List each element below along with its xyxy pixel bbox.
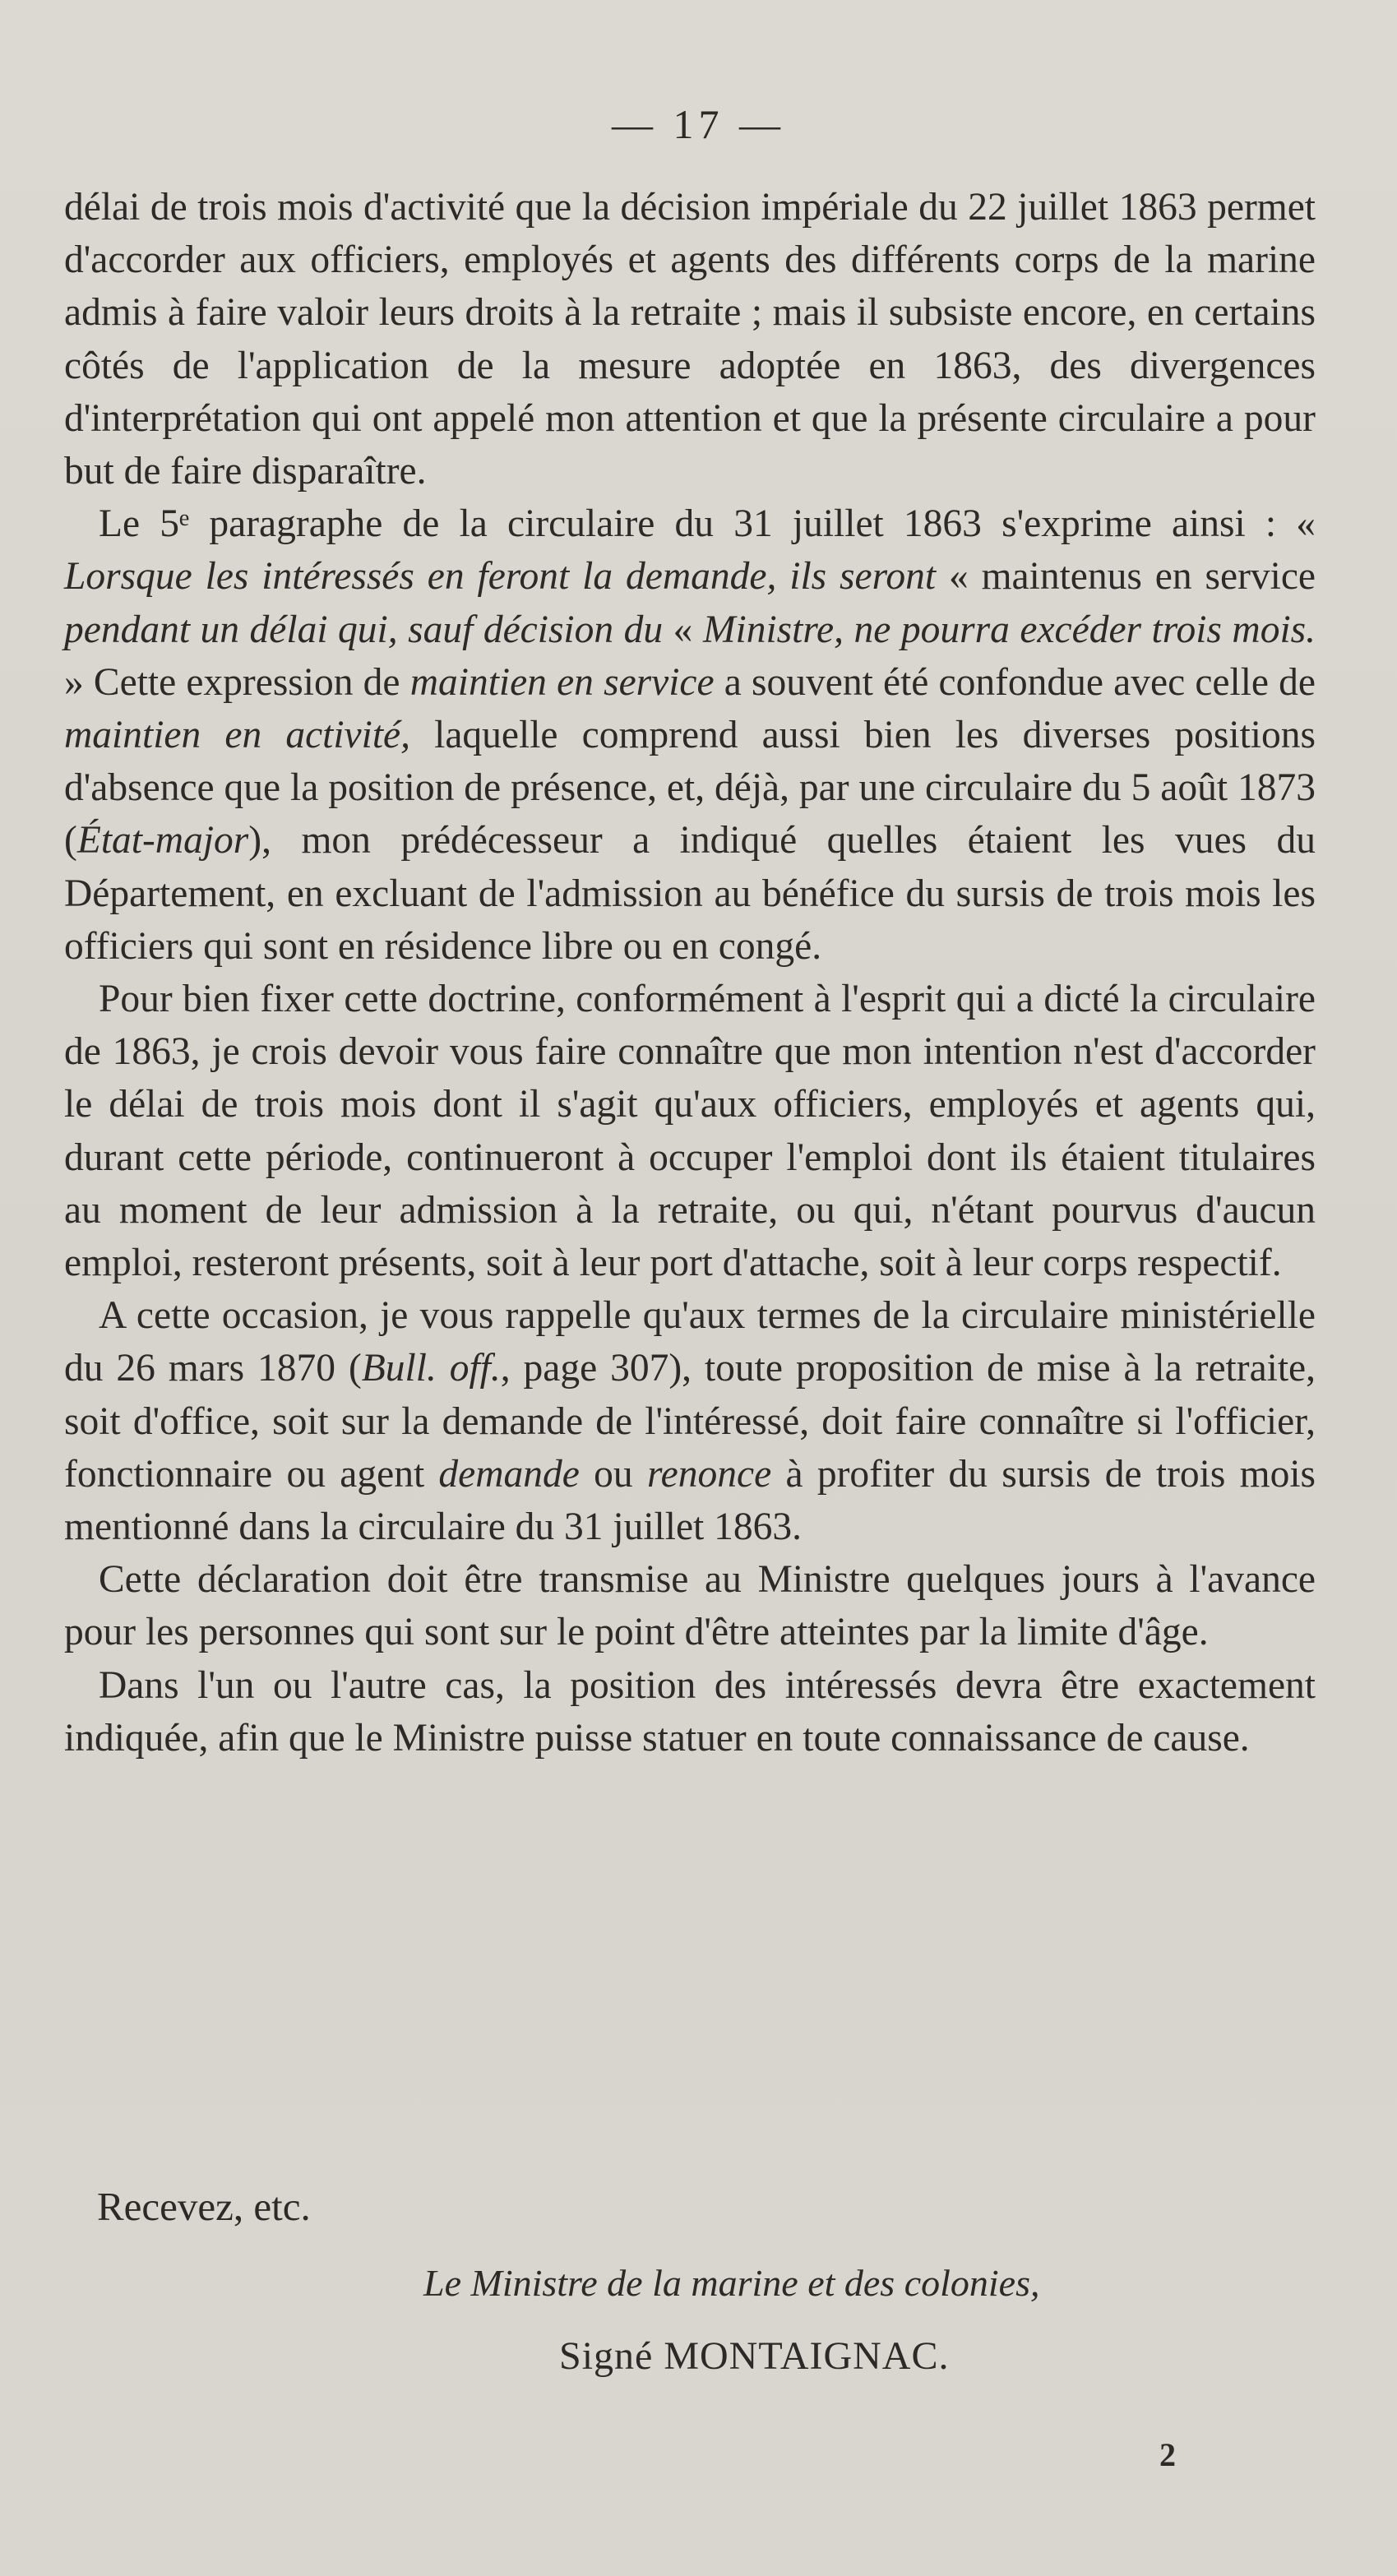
text-run: délai de trois mois d'activité que la décision impériale du 22 juillet 1863 permet d'accorder aux officiers, employés et agents des différents corps de la marine admis à faire valoir leurs droits à la retraite ; mais il subsiste encore, en certains côtés de l'application de la mesure adoptée en 1863, des divergences d'interprétation qui ont appelé mon attention et que la présente circulaire a pour but de faire disparaître.: [64, 186, 1316, 493]
paragraph-3: [64, 973, 1316, 1289]
text-run: Dans l'un ou l'autre cas, la position des intéressés devra être exactement indiquée, afin que le Ministre puisse statuer en toute connaissance de cause.: [64, 1663, 1316, 1760]
italic-run: État-major: [76, 819, 249, 863]
text-run: A cette occasion, je vous rappelle qu'aux termes de la circulaire ministérielle du 26 mars 1870 (: [64, 1294, 1316, 1390]
paragraph-5: [64, 1553, 1316, 1658]
signature-name: Signé MONTAIGNAC.: [559, 2334, 950, 2378]
italic-run: demande: [438, 1452, 580, 1496]
italic-run: Ministre, ne pourra excéder trois mois.: [702, 608, 1316, 651]
text-run: à profiter du sursis de trois mois mentionné dans la circulaire du 31 juillet 1863.: [64, 1452, 1316, 1549]
text-run: « maintenus en service: [936, 555, 1316, 599]
paragraph-2: [64, 497, 1316, 973]
text-run: ou: [579, 1452, 647, 1496]
page-number: — 17 —: [612, 101, 785, 147]
closing-formula: Recevez, etc.: [97, 2184, 311, 2229]
paragraph-6: [64, 1659, 1316, 1764]
body-text: [64, 181, 1316, 1764]
text-run: a souvent été confondue avec celle de: [714, 660, 1316, 704]
paragraph-1: [64, 181, 1316, 497]
text-run: ), mon prédécesseur a indiqué quelles étaient les vues du Département, en excluant de l'admission au bénéfice du sursis de trois mois les officiers qui sont en résidence libre ou en congé.: [64, 819, 1316, 968]
italic-run: maintien en service: [409, 660, 715, 704]
text-run: laquelle comprend aussi bien les diverses positions d'absence que la position de présence, et, déjà, par une circulaire du 5 août 1873 (: [64, 714, 1316, 863]
text-run: Le 5ᵉ paragraphe de la circulaire du 31 juillet 1863 s'exprime ainsi : «: [99, 502, 1316, 546]
text-run: Cette déclaration doit être transmise au Ministre quelques jours à l'avance pour les personnes qui sont sur le point d'être atteintes par la limite d'âge.: [64, 1558, 1316, 1654]
sheet-signature-number: 2: [1159, 2436, 1176, 2473]
text-run: » Cette expression de: [64, 660, 410, 704]
italic-run: Lorsque les intéressés en feront la demande, ils seront: [64, 555, 937, 599]
signature-title: Le Ministre de la marine et des colonies,: [423, 2262, 1040, 2304]
italic-run: maintien en activité,: [64, 714, 410, 757]
text-run: Pour bien fixer cette doctrine, conformément à l'esprit qui a dicté la circulaire de 1863, je crois devoir vous faire connaître que mon intention n'est d'accorder le délai de trois mois dont il s'agit qu'aux officiers, employés et agents qui, durant cette période, continueront à occuper l'emploi dont ils étaient titulaires au moment de leur admission à la retraite, ou qui, n'étant pourvus d'aucun emploi, resteront présents, soit à leur port d'attache, soit à leur corps respectif.: [64, 978, 1316, 1285]
italic-run: Bull. off.: [361, 1347, 501, 1390]
italic-run: renonce: [646, 1452, 772, 1496]
text-run: «: [663, 608, 703, 651]
text-run: , page 307), toute proposition de mise à la retraite, soit d'office, soit sur la demande de l'intéressé, doit faire connaître si l'officier, fonctionnaire ou agent: [64, 1347, 1316, 1496]
paragraph-4: [64, 1289, 1316, 1553]
italic-run: pendant un délai qui, sauf décision du: [64, 608, 664, 651]
